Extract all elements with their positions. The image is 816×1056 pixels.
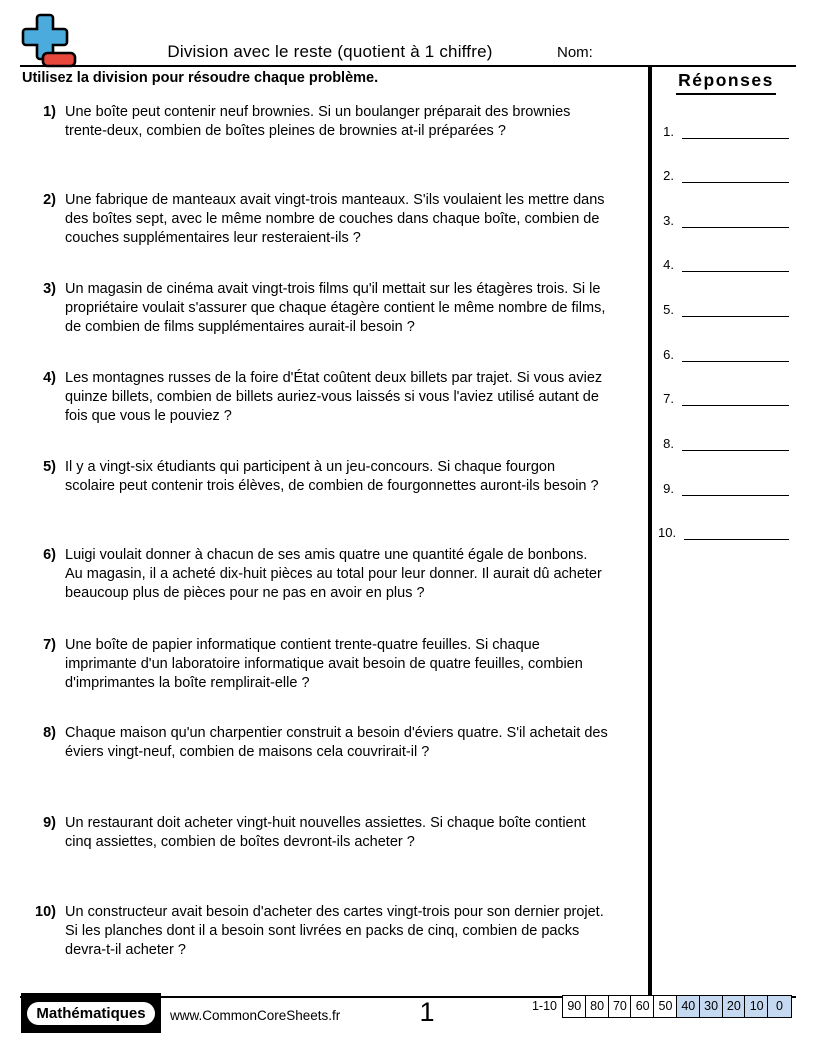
answer-row-4 bbox=[658, 254, 789, 272]
score-cell: 90 bbox=[562, 995, 587, 1018]
problem-text: Un constructeur avait besoin d'acheter des cartes vingt-trois pour son dernier projet. Si les planches dont il a besoin sont livrées en packs de cinq, combien de packs devra-t-il acheter ? bbox=[65, 904, 604, 958]
subject-badge bbox=[21, 993, 161, 1033]
answer-number: 3. bbox=[663, 213, 674, 228]
score-cell: 40 bbox=[676, 995, 701, 1018]
problem-number: 1) bbox=[43, 104, 56, 120]
problem-text: Chaque maison qu'un charpentier construit a besoin d'éviers quatre. S'il achetait des éviers vingt-neuf, combien de maisons cela couvrirait-il ? bbox=[65, 725, 608, 760]
answer-number: 1. bbox=[663, 124, 674, 139]
problem-item-6 bbox=[30, 546, 608, 603]
answers-heading bbox=[658, 70, 794, 95]
problem-text: Luigi voulait donner à chacun de ses amis quatre une quantité égale de bonbons. Au magasin, il a acheté dix-huit pièces au total pour leur donner. Il aurait dû acheter beaucoup plus de pièces pour ne pas en avoir en plus ? bbox=[65, 547, 602, 601]
problem-item-1 bbox=[30, 103, 608, 141]
answer-blank-line[interactable] bbox=[684, 538, 789, 540]
answer-row-3 bbox=[658, 210, 789, 228]
answer-blank-line[interactable] bbox=[682, 270, 789, 272]
problem-number: 8) bbox=[43, 725, 56, 741]
problem-item-9 bbox=[30, 814, 608, 852]
answer-row-2 bbox=[658, 165, 789, 183]
answers-divider bbox=[648, 65, 652, 996]
answer-row-7 bbox=[658, 388, 789, 406]
problem-number: 6) bbox=[43, 547, 56, 563]
answer-number: 10. bbox=[658, 525, 677, 540]
problem-text: Un restaurant doit acheter vingt-huit nouvelles assiettes. Si chaque boîte contient cinq assiettes, combien de boîtes devront-ils acheter ? bbox=[65, 815, 586, 850]
score-cell: 80 bbox=[585, 995, 610, 1018]
answer-number: 2. bbox=[663, 168, 674, 183]
answer-blank-line[interactable] bbox=[682, 226, 789, 228]
score-cell: 30 bbox=[699, 995, 724, 1018]
answer-number: 8. bbox=[663, 436, 674, 451]
answer-row-10 bbox=[658, 522, 789, 540]
answer-number: 7. bbox=[663, 391, 674, 406]
answer-row-6 bbox=[658, 344, 789, 362]
commoncoresheets-logo-icon bbox=[20, 12, 80, 70]
website-url: www.CommonCoreSheets.fr bbox=[170, 1008, 341, 1023]
answer-row-5 bbox=[658, 299, 789, 317]
answer-row-1 bbox=[658, 121, 789, 139]
score-cell: 10 bbox=[744, 995, 769, 1018]
score-range-label: 1-10 bbox=[531, 999, 557, 1013]
problem-number: 4) bbox=[43, 370, 56, 386]
problem-item-3 bbox=[30, 280, 608, 337]
subject-badge-label: Mathématiques bbox=[27, 1002, 154, 1025]
answer-number: 9. bbox=[663, 481, 674, 496]
problem-text: Une boîte de papier informatique contient trente-quatre feuilles. Si chaque imprimante d'un laboratoire informatique avait besoin de quatre feuilles, combien d'imprimantes la boîte remplirait-elle ? bbox=[65, 637, 583, 691]
page-number: 1 bbox=[419, 997, 435, 1027]
answer-blank-line[interactable] bbox=[682, 315, 789, 317]
instruction-text: Utilisez la division pour résoudre chaque problème. bbox=[22, 70, 379, 86]
problem-text: Il y a vingt-six étudiants qui participent à un jeu-concours. Si chaque fourgon scolaire peut contenir trois élèves, de combien de fourgonnettes auront-ils besoin ? bbox=[65, 459, 599, 494]
header-divider bbox=[20, 65, 796, 67]
problem-text: Les montagnes russes de la foire d'État coûtent deux billets par trajet. Si vous aviez quinze billets, combien de billets auriez-vous laissés si vous l'aviez utilisé autant de fois que vous le pouviez ? bbox=[65, 370, 603, 424]
score-cell: 20 bbox=[722, 995, 747, 1018]
problem-text: Une fabrique de manteaux avait vingt-trois manteaux. S'ils voulaient les mettre dans des boîtes sept, avec le même nombre de couches dans chaque boîte, combien de couches supplémentaires leur resteraient-ils ? bbox=[65, 192, 605, 246]
answer-row-8 bbox=[658, 433, 789, 451]
name-label: Nom: bbox=[557, 44, 593, 61]
problem-text: Une boîte peut contenir neuf brownies. Si un boulanger préparait des brownies trente-deux, combien de boîtes pleines de brownies at-il préparées ? bbox=[65, 104, 571, 139]
score-cell: 70 bbox=[608, 995, 633, 1018]
problem-number: 5) bbox=[43, 459, 56, 475]
answer-blank-line[interactable] bbox=[682, 137, 789, 139]
answer-blank-line[interactable] bbox=[682, 181, 789, 183]
problem-number: 3) bbox=[43, 281, 56, 297]
score-cell: 0 bbox=[767, 995, 792, 1018]
answer-blank-line[interactable] bbox=[682, 449, 789, 451]
answer-number: 4. bbox=[663, 257, 674, 272]
answer-number: 5. bbox=[663, 302, 674, 317]
problem-text: Un magasin de cinéma avait vingt-trois films qu'il mettait sur les étagères trois. Si le propriétaire voulait s'assurer que chaque étagère contient le même nombre de films, de combien de films supplémentaires aurait-il besoin ? bbox=[65, 281, 606, 335]
score-cell: 50 bbox=[653, 995, 678, 1018]
problem-item-8 bbox=[30, 724, 608, 762]
answer-blank-line[interactable] bbox=[682, 494, 789, 496]
problem-number: 9) bbox=[43, 815, 56, 831]
answer-blank-line[interactable] bbox=[682, 404, 789, 406]
problem-item-10 bbox=[30, 903, 608, 960]
problem-item-5 bbox=[30, 458, 608, 496]
answer-row-9 bbox=[658, 478, 789, 496]
problem-item-7 bbox=[30, 636, 608, 693]
problem-item-2 bbox=[30, 191, 608, 248]
problem-number: 10) bbox=[35, 904, 56, 920]
answers-heading-text: Réponses bbox=[676, 70, 776, 95]
problem-number: 2) bbox=[43, 192, 56, 208]
score-grid bbox=[562, 995, 792, 1018]
problem-item-4 bbox=[30, 369, 608, 426]
page-title: Division avec le reste (quotient à 1 chiffre) bbox=[167, 42, 493, 61]
answer-number: 6. bbox=[663, 347, 674, 362]
problem-number: 7) bbox=[43, 637, 56, 653]
answer-blank-line[interactable] bbox=[682, 360, 789, 362]
score-cell: 60 bbox=[630, 995, 655, 1018]
